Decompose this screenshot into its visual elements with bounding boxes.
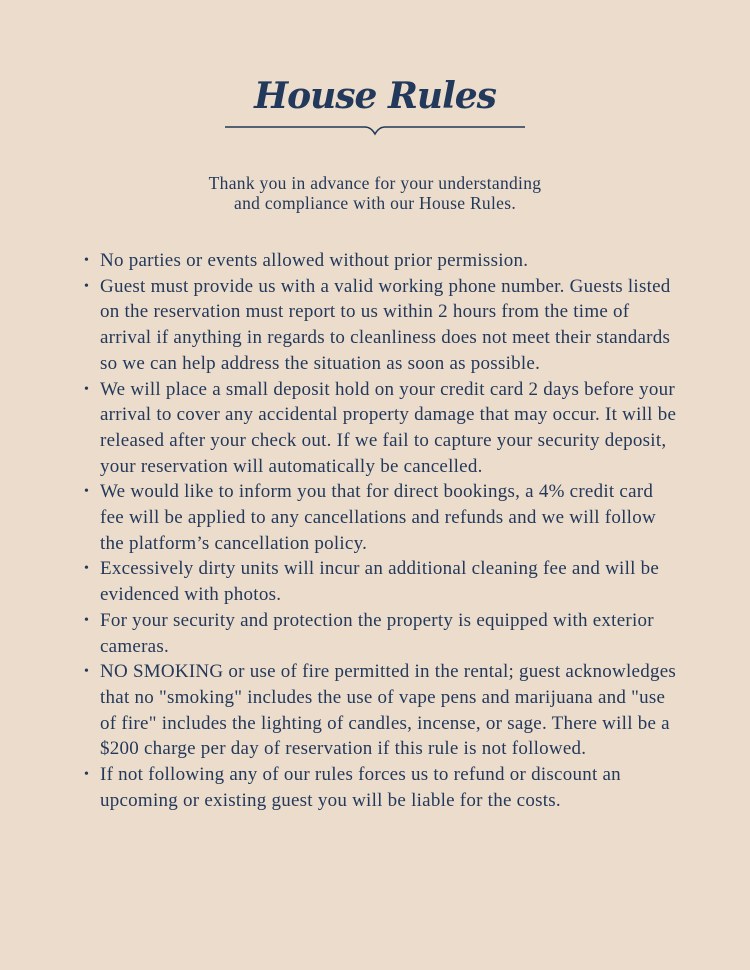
title-divider xyxy=(225,122,525,136)
rule-text: No parties or events allowed without prior permission. xyxy=(100,250,529,271)
rule-text: If not following any of our rules forces us to refund or discount an upcoming or existing guest you will be liable for the costs. xyxy=(100,764,621,811)
bullet-icon: • xyxy=(84,381,90,397)
rule-item xyxy=(80,274,680,377)
rule-item xyxy=(80,659,680,762)
rule-item xyxy=(80,248,680,274)
rule-text: We will place a small deposit hold on your credit card 2 days before your arrival to cover any accidental property damage that may occur. It will be released after your check out. If we fail to capture your security deposit, your reservation will automatically be cancelled. xyxy=(100,378,677,477)
rule-item xyxy=(80,762,680,813)
rule-item xyxy=(80,479,680,556)
bullet-icon: • xyxy=(84,664,90,680)
intro-line-2: and compliance with our House Rules. xyxy=(234,193,516,213)
rule-text: Excessively dirty units will incur an additional cleaning fee and will be evidenced with photos. xyxy=(100,558,660,606)
intro-text xyxy=(0,173,750,213)
bullet-icon: • xyxy=(84,767,90,783)
bullet-icon: • xyxy=(84,561,90,577)
rule-item xyxy=(80,377,680,480)
bullet-icon: • xyxy=(84,253,90,268)
rules-list xyxy=(80,248,680,813)
rule-text: We would like to inform you that for direct bookings, a 4% credit card fee will be applied to any cancellations and refunds and we will follow the platform’s cancellation policy. xyxy=(100,481,656,554)
rule-text: Guest must provide us with a valid working phone number. Guests listed on the reservation must report to us within 2 hours from the time of arrival if anything in regards to cleanliness does not meet their standards so we can help address the situation as soon as possible. xyxy=(100,275,671,374)
page-title: House Rules xyxy=(254,75,496,117)
bullet-icon: • xyxy=(84,612,90,628)
intro-line-1: Thank you in advance for your understanding xyxy=(208,173,542,193)
rule-text: NO SMOKING or use of fire permitted in the rental; guest acknowledges that no "smoking" includes the use of vape pens and marijuana and "use of fire" includes the lighting of candles, incense, or sage. There will be a $200 charge per day of reservation if this rule is not followed. xyxy=(100,661,677,760)
bullet-icon: • xyxy=(84,484,90,500)
rule-text: For your security and protection the property is equipped with exterior cameras. xyxy=(100,609,654,657)
rule-item xyxy=(80,556,680,607)
bullet-icon: • xyxy=(84,278,90,294)
rule-item xyxy=(80,608,680,659)
